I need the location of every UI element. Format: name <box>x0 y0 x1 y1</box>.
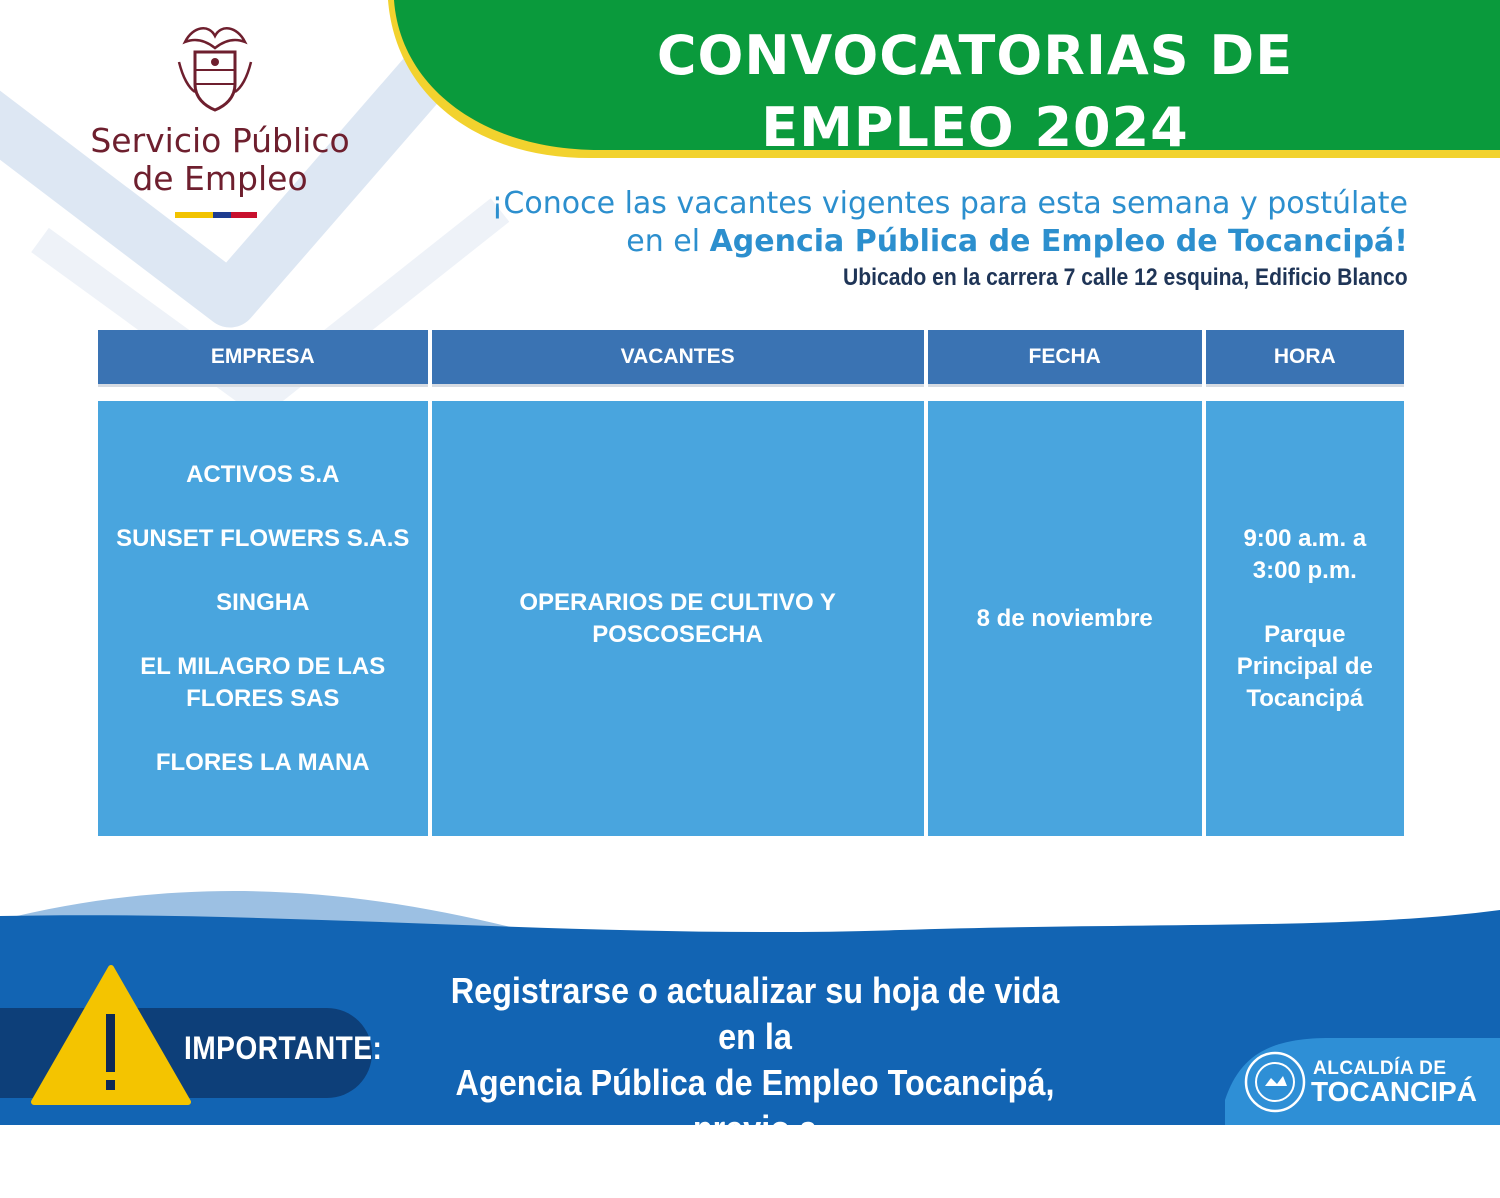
header-vacantes: VACANTES <box>432 330 924 387</box>
registration-notice <box>431 968 1079 1198</box>
colombia-coat-of-arms-icon <box>173 22 257 114</box>
location: Parque Principal de Tocancipá <box>1236 620 1373 712</box>
cell-vacantes <box>432 401 924 836</box>
alcaldia-label: ALCALDÍA DE <box>1313 1058 1447 1079</box>
header-empresa: EMPRESA <box>98 330 428 387</box>
table-row <box>98 401 1404 836</box>
table-header-row <box>98 330 1404 387</box>
notice-line-1: Registrarse o actualizar su hoja de vida en la <box>450 970 1060 1057</box>
header-fecha: FECHA <box>928 330 1202 387</box>
tocancipa-seal-icon <box>1243 1050 1307 1114</box>
important-label: IMPORTANTE: <box>184 1030 383 1066</box>
company-name: EL MILAGRO DE LAS FLORES SAS <box>140 652 386 712</box>
logo-line-1: Servicio Público <box>90 121 350 160</box>
address-line: Ubicado en la carrera 7 calle 12 esquina, Edificio Blanco <box>843 264 1408 291</box>
notice-line-2: Agencia Pública de Empleo Tocancipá, previo a <box>455 1062 1055 1149</box>
subtitle-line-2-prefix: en el <box>626 224 710 259</box>
company-name: FLORES LA MANA <box>155 748 370 776</box>
warning-triangle-icon <box>28 962 194 1108</box>
page-title-line-1: CONVOCATORIAS DE <box>656 24 1294 87</box>
servicio-publico-logo <box>60 22 380 232</box>
date-value: 8 de noviembre <box>976 604 1153 632</box>
flag-blue-stripe <box>213 212 231 218</box>
subtitle-line-2 <box>626 224 1408 259</box>
flag-red-stripe <box>231 212 257 218</box>
agency-name: Agencia Pública de Empleo de Tocancipá! <box>709 224 1408 259</box>
logo-line-2: de Empleo <box>132 159 308 198</box>
cell-empresas <box>98 401 428 836</box>
cell-fecha <box>928 401 1202 836</box>
company-name: SUNSET FLOWERS S.A.S <box>116 524 410 552</box>
cell-hora <box>1206 401 1404 836</box>
municipality-name: TOCANCIPÁ <box>1311 1076 1477 1107</box>
flag-yellow-stripe <box>175 212 213 218</box>
time-range: 9:00 a.m. a 3:00 p.m. <box>1243 524 1367 584</box>
subtitle-line-1: ¡Conoce las vacantes vigentes para esta semana y postúlate <box>491 186 1408 221</box>
notice-line-3: la fecha de la convocatoria. <box>543 1154 967 1195</box>
vacancy-title: OPERARIOS DE CULTIVO Y POSCOSECHA <box>519 588 836 648</box>
vacancies-table <box>94 330 1408 836</box>
header-hora: HORA <box>1206 330 1404 387</box>
company-name: ACTIVOS S.A <box>186 460 340 488</box>
company-name: SINGHA <box>216 588 310 616</box>
page-title-line-2: EMPLEO 2024 <box>761 96 1189 159</box>
